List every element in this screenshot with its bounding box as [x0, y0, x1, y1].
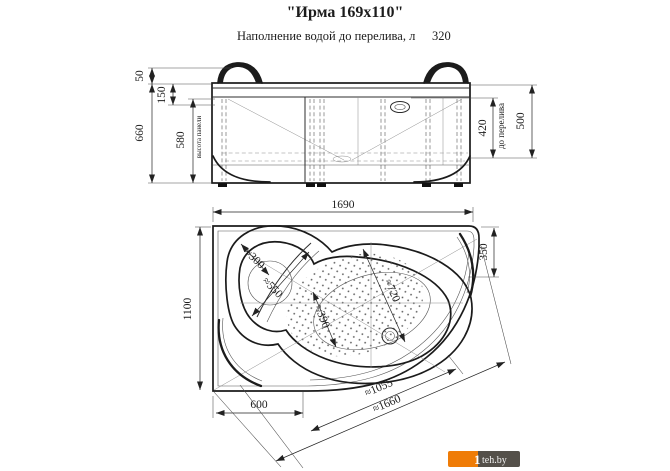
dim-rim-to-panel: 150	[156, 86, 168, 104]
front-view	[134, 63, 537, 187]
dim-depth-to-overflow: 500	[515, 112, 527, 130]
dim-seat-width: ≈300	[241, 246, 267, 272]
dim-panel-height: 580	[175, 131, 187, 149]
dim-bowl-floor-width: ≈390	[311, 303, 332, 331]
overflow-note: до перелива	[496, 102, 506, 150]
grip-left-icon	[219, 318, 262, 386]
plan-view	[182, 199, 511, 468]
front-dimensions-left	[134, 68, 232, 183]
dim-corner-offset: 600	[250, 399, 268, 411]
dim-overflow-height: 420	[477, 119, 489, 137]
dim-grip-offset: 350	[478, 243, 490, 261]
watermark-site: teh.by	[482, 455, 507, 466]
watermark-prefix: 1	[474, 452, 481, 467]
watermark-logo	[448, 451, 520, 467]
bowl-projection-lines	[222, 97, 468, 165]
fill-volume-value: 320	[432, 29, 451, 43]
front-apron	[213, 97, 470, 183]
overflow-hole-icon	[391, 102, 410, 113]
dim-total-height: 660	[134, 124, 146, 142]
panel-height-note: высота панели	[196, 115, 203, 159]
dim-diagonal-inner: ≈1055	[362, 376, 395, 400]
dim-bowl-width: ≈720	[381, 277, 403, 304]
grip-right-icon	[457, 234, 473, 297]
fill-volume-label: Наполнение водой до перелива, л	[237, 29, 416, 43]
dim-diagonal-full: ≈1660	[370, 392, 403, 416]
massage-jets-field	[273, 237, 436, 373]
dim-width: 1100	[182, 297, 194, 321]
headrest-left-icon	[218, 63, 262, 83]
page-title: "Ирма 169x110"	[286, 4, 404, 21]
headrest-right-icon	[424, 63, 468, 83]
dim-length: 1690	[331, 199, 355, 211]
dim-seat-length: ≈550	[259, 275, 285, 301]
dim-headrest-height: 50	[134, 70, 146, 82]
support-legs	[222, 99, 461, 181]
